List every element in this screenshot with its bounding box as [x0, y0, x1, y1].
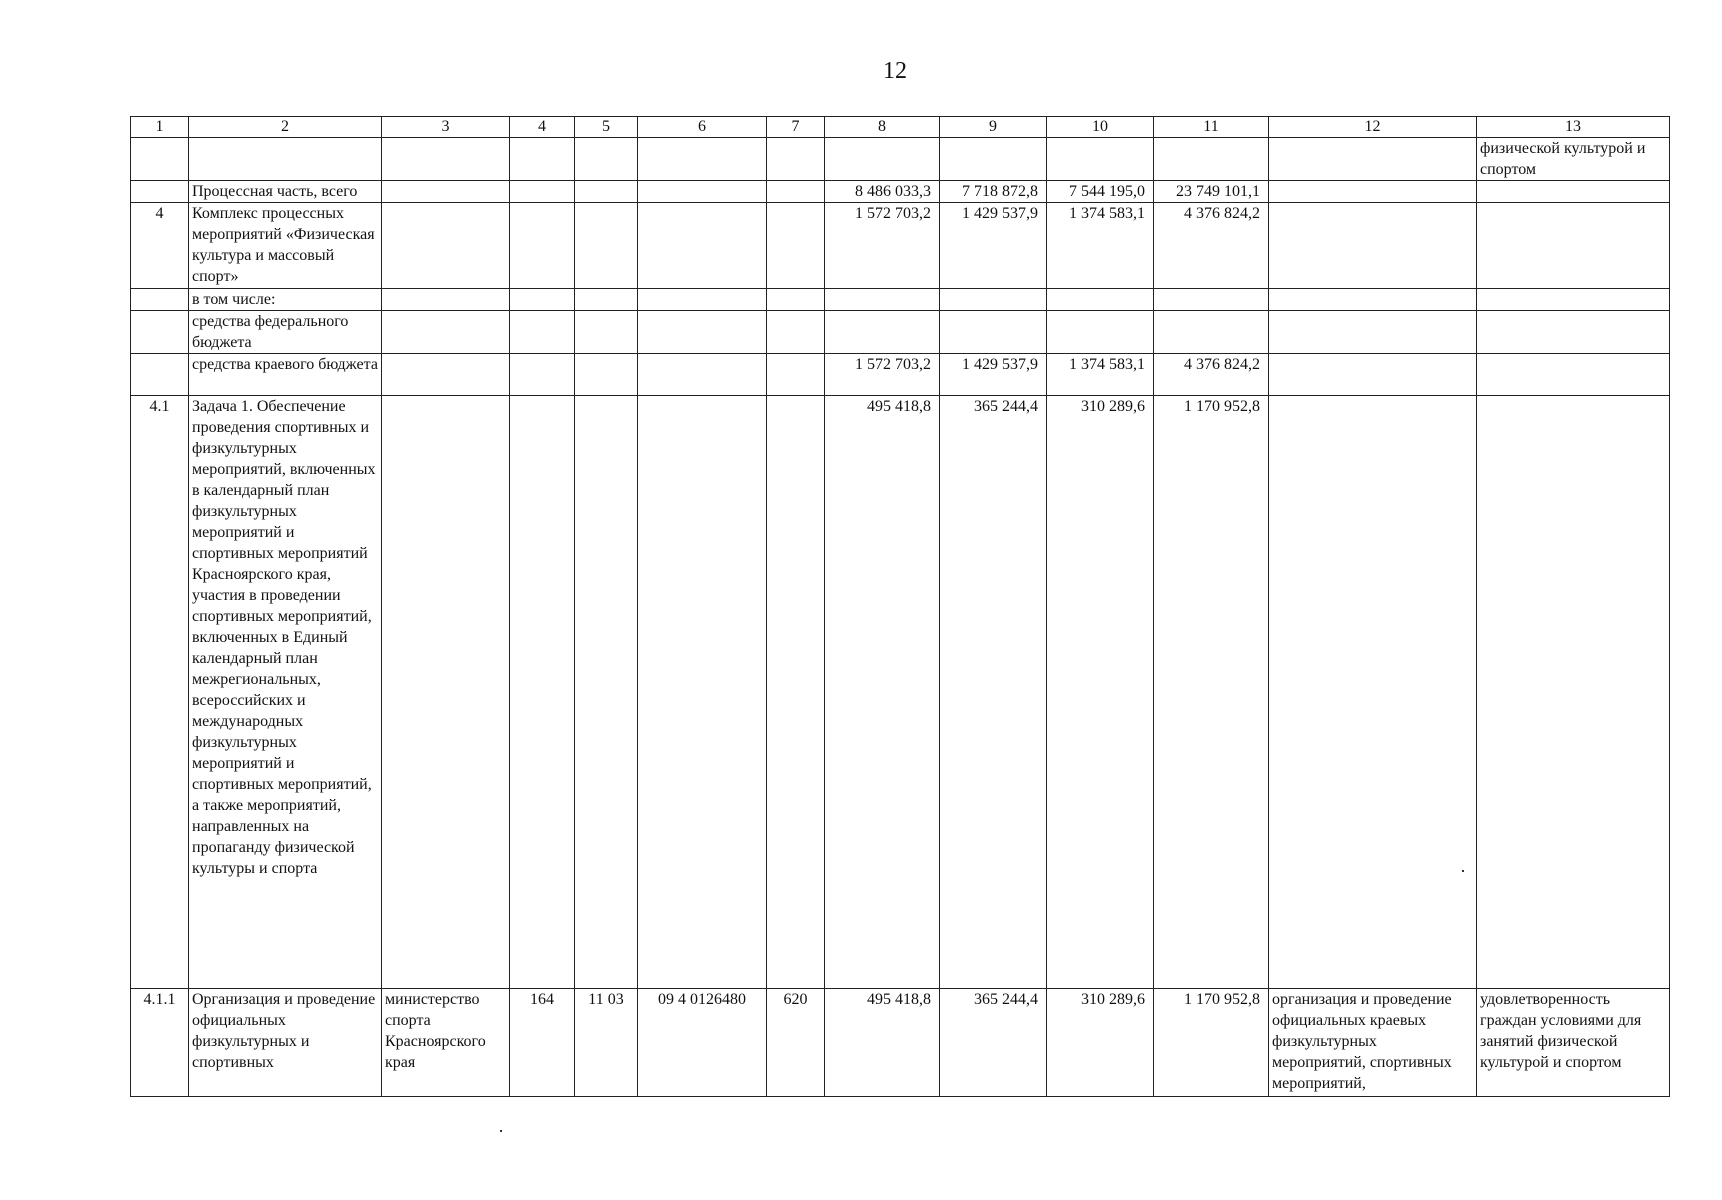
amount-total: 4 376 824,2	[1154, 354, 1269, 396]
row-number	[131, 289, 189, 311]
expected-result: организация и проведение официальных краевых физкультурных мероприятий, спортивных мероприятий,	[1269, 989, 1477, 1097]
amount-year-3	[1047, 138, 1154, 181]
amount-year-2	[940, 289, 1047, 311]
grbs-code	[510, 354, 575, 396]
amount-total: 4 376 824,2	[1154, 203, 1269, 289]
column-number: 11	[1154, 117, 1269, 138]
section-code	[575, 354, 638, 396]
column-number: 7	[767, 117, 825, 138]
item-name: Организация и проведение официальных физкультурных и спортивных	[189, 989, 382, 1097]
item-name: средства краевого бюджета	[189, 354, 382, 396]
table-row	[131, 203, 1670, 289]
grbs-code	[510, 138, 575, 181]
amount-year-2	[940, 138, 1047, 181]
amount-year-2: 1 429 537,9	[940, 354, 1047, 396]
amount-year-1	[825, 138, 940, 181]
section-code	[575, 396, 638, 989]
expense-type	[767, 203, 825, 289]
table-row	[131, 396, 1670, 989]
section-code	[575, 138, 638, 181]
table-row	[131, 181, 1670, 203]
indicator: физической культурой и спортом	[1477, 138, 1670, 181]
amount-total	[1154, 138, 1269, 181]
item-name: Комплекс процессных мероприятий «Физическая культура и массовый спорт»	[189, 203, 382, 289]
amount-year-3: 1 374 583,1	[1047, 203, 1154, 289]
expected-result	[1269, 396, 1477, 989]
column-number: 3	[382, 117, 510, 138]
expense-type	[767, 181, 825, 203]
expected-result	[1269, 181, 1477, 203]
column-number: 1	[131, 117, 189, 138]
item-name: Процессная часть, всего	[189, 181, 382, 203]
amount-total	[1154, 311, 1269, 354]
target-article	[638, 203, 767, 289]
indicator	[1477, 396, 1670, 989]
amount-total	[1154, 289, 1269, 311]
expected-result	[1269, 289, 1477, 311]
expense-type	[767, 354, 825, 396]
column-number: 10	[1047, 117, 1154, 138]
amount-year-1: 1 572 703,2	[825, 203, 940, 289]
responsible	[382, 289, 510, 311]
section-code	[575, 289, 638, 311]
expected-result	[1269, 354, 1477, 396]
expense-type	[767, 311, 825, 354]
amount-year-3	[1047, 311, 1154, 354]
amount-year-1: 495 418,8	[825, 989, 940, 1097]
amount-total: 1 170 952,8	[1154, 396, 1269, 989]
row-number: 4.1	[131, 396, 189, 989]
table-row	[131, 289, 1670, 311]
column-number: 13	[1477, 117, 1670, 138]
scan-speck	[1462, 870, 1464, 872]
responsible: министерство спорта Красноярского края	[382, 989, 510, 1097]
item-name: средства федерального бюджета	[189, 311, 382, 354]
column-number: 12	[1269, 117, 1477, 138]
program-table	[130, 116, 1670, 1097]
amount-year-1: 1 572 703,2	[825, 354, 940, 396]
target-article	[638, 289, 767, 311]
grbs-code: 164	[510, 989, 575, 1097]
row-number: 4	[131, 203, 189, 289]
table-row	[131, 311, 1670, 354]
amount-year-2: 7 718 872,8	[940, 181, 1047, 203]
page-number: 12	[883, 58, 907, 84]
grbs-code	[510, 203, 575, 289]
responsible	[382, 138, 510, 181]
column-number: 8	[825, 117, 940, 138]
target-article	[638, 354, 767, 396]
grbs-code	[510, 181, 575, 203]
responsible	[382, 354, 510, 396]
expected-result	[1269, 311, 1477, 354]
column-number: 4	[510, 117, 575, 138]
amount-year-1: 495 418,8	[825, 396, 940, 989]
amount-year-3: 1 374 583,1	[1047, 354, 1154, 396]
column-number-row	[131, 117, 1670, 138]
expense-type	[767, 289, 825, 311]
row-number	[131, 311, 189, 354]
section-code	[575, 181, 638, 203]
item-name: Задача 1. Обеспечение проведения спортивных и физкультурных мероприятий, включенных в календарный план физкультурных мероприятий и спортивных мероприятий Красноярского края, участия в проведении спортивных мероприятий, включенных в Единый календарный план межрегиональных, всероссийских и международных физкультурных мероприятий и спортивных мероприятий, а также мероприятий, направленных на пропаганду физической культуры и спорта	[189, 396, 382, 989]
responsible	[382, 396, 510, 989]
expected-result	[1269, 138, 1477, 181]
amount-year-3	[1047, 289, 1154, 311]
amount-year-2: 365 244,4	[940, 396, 1047, 989]
table-row	[131, 989, 1670, 1097]
row-number: 4.1.1	[131, 989, 189, 1097]
grbs-code	[510, 289, 575, 311]
indicator	[1477, 203, 1670, 289]
indicator: удовлетворенность граждан условиями для занятий физической культурой и спортом	[1477, 989, 1670, 1097]
responsible	[382, 203, 510, 289]
responsible	[382, 311, 510, 354]
target-article	[638, 311, 767, 354]
column-number: 5	[575, 117, 638, 138]
row-number	[131, 138, 189, 181]
column-number: 9	[940, 117, 1047, 138]
expected-result	[1269, 203, 1477, 289]
target-article	[638, 396, 767, 989]
amount-year-3: 310 289,6	[1047, 396, 1154, 989]
section-code: 11 03	[575, 989, 638, 1097]
target-article	[638, 181, 767, 203]
target-article	[638, 138, 767, 181]
target-article: 09 4 0126480	[638, 989, 767, 1097]
amount-total: 23 749 101,1	[1154, 181, 1269, 203]
table-row	[131, 138, 1670, 181]
amount-year-2: 365 244,4	[940, 989, 1047, 1097]
column-number: 6	[638, 117, 767, 138]
scan-speck	[500, 1130, 502, 1132]
section-code	[575, 311, 638, 354]
row-number	[131, 354, 189, 396]
grbs-code	[510, 311, 575, 354]
amount-year-2	[940, 311, 1047, 354]
amount-year-1: 8 486 033,3	[825, 181, 940, 203]
expense-type: 620	[767, 989, 825, 1097]
expense-type	[767, 396, 825, 989]
expense-type	[767, 138, 825, 181]
amount-total: 1 170 952,8	[1154, 989, 1269, 1097]
row-number	[131, 181, 189, 203]
item-name	[189, 138, 382, 181]
amount-year-2: 1 429 537,9	[940, 203, 1047, 289]
table-row	[131, 354, 1670, 396]
indicator	[1477, 181, 1670, 203]
indicator	[1477, 354, 1670, 396]
grbs-code	[510, 396, 575, 989]
amount-year-3: 7 544 195,0	[1047, 181, 1154, 203]
section-code	[575, 203, 638, 289]
column-number: 2	[189, 117, 382, 138]
indicator	[1477, 289, 1670, 311]
amount-year-1	[825, 289, 940, 311]
amount-year-3: 310 289,6	[1047, 989, 1154, 1097]
responsible	[382, 181, 510, 203]
item-name: в том числе:	[189, 289, 382, 311]
amount-year-1	[825, 311, 940, 354]
indicator	[1477, 311, 1670, 354]
